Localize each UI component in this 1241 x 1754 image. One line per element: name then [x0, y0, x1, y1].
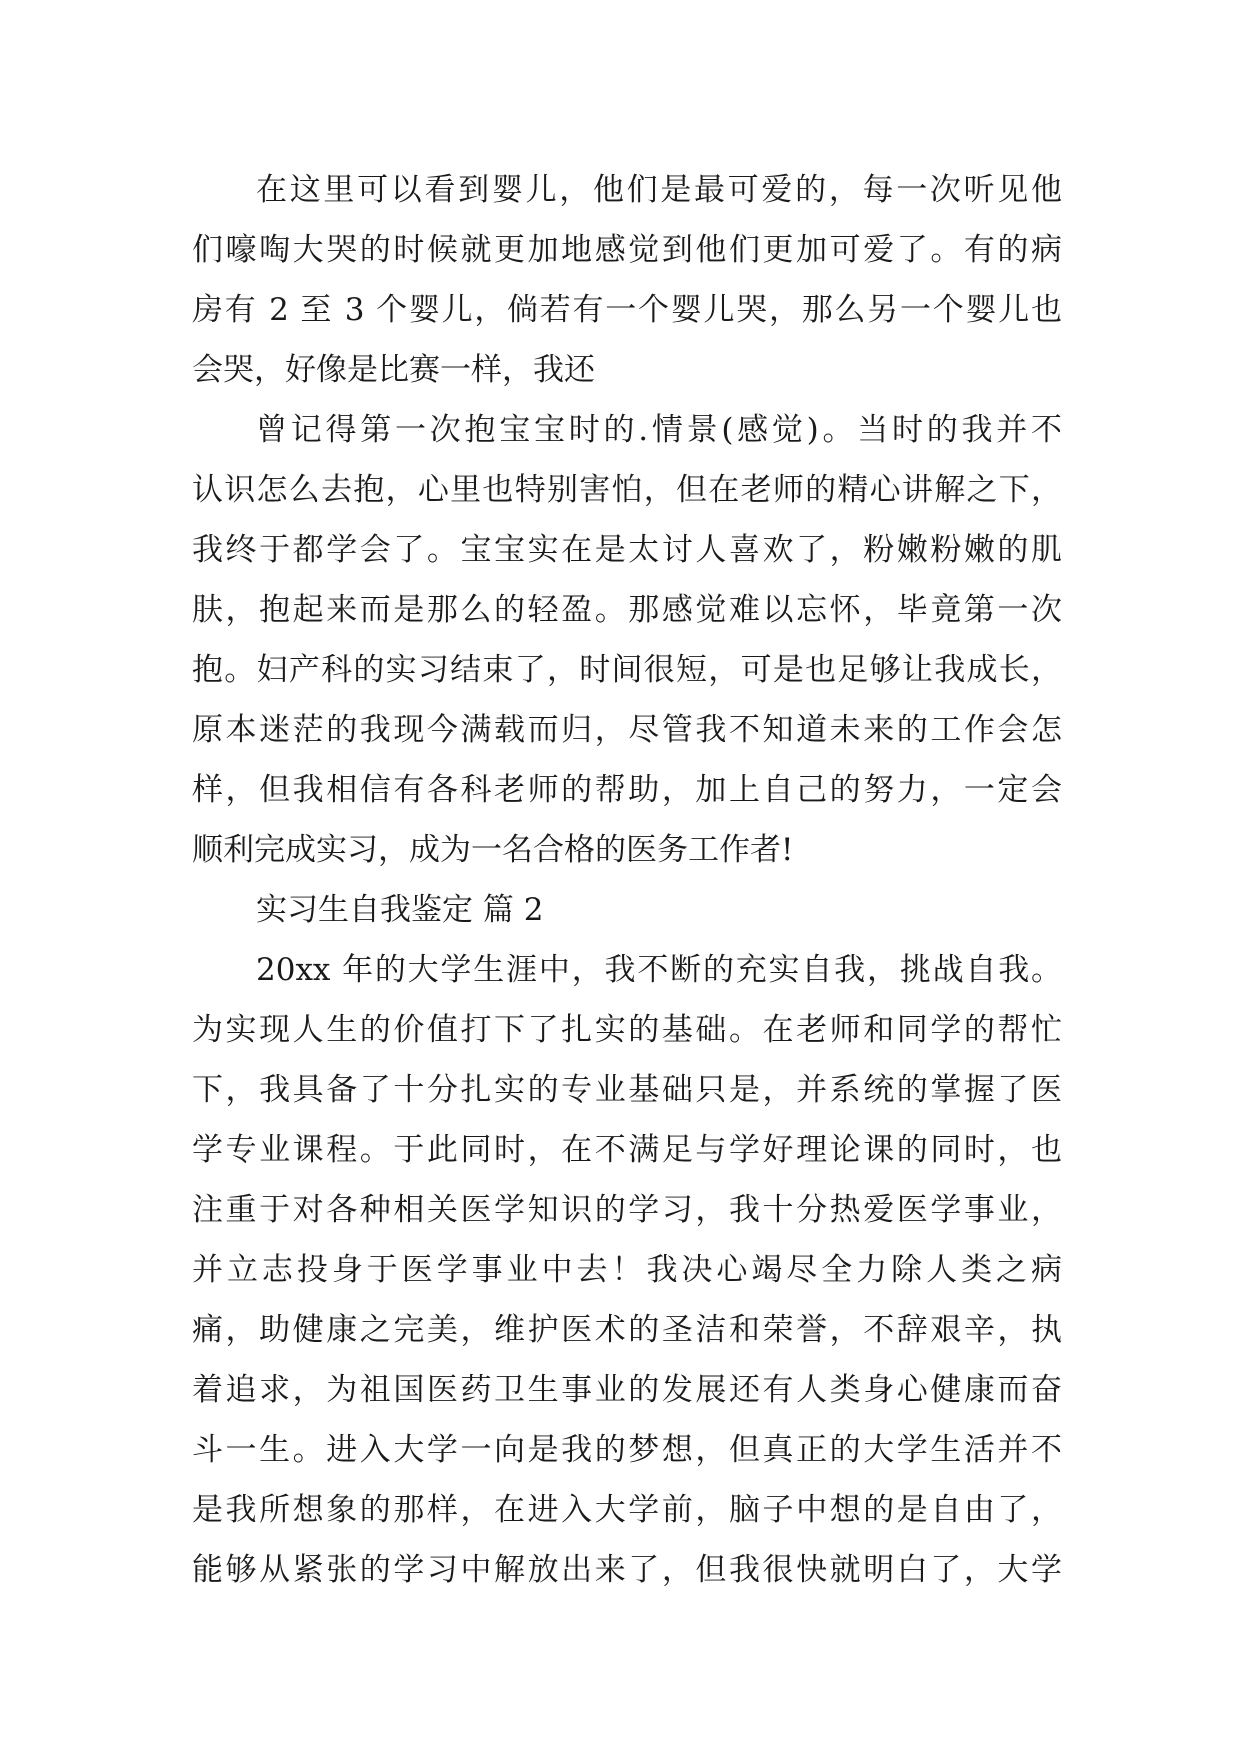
text-line: 能够从紧张的学习中解放出来了，但我很快就明白了，大学 [192, 1552, 1062, 1588]
text-line: 样，但我相信有各科老师的帮助，加上自己的努力，一定会 [192, 772, 1062, 808]
text-line: 们嚎啕大哭的时候就更加地感觉到他们更加可爱了。有的病 [192, 232, 1062, 268]
text-line: 痛，助健康之完美，维护医术的圣洁和荣誉，不辞艰辛，执 [192, 1312, 1062, 1348]
text-line: 为实现人生的价值打下了扎实的基础。在老师和同学的帮忙 [192, 1012, 1062, 1048]
text-line: 我终于都学会了。宝宝实在是太讨人喜欢了，粉嫩粉嫩的肌 [192, 532, 1062, 568]
section-heading: 实习生自我鉴定 篇 2 [256, 892, 544, 928]
text-line: 肤，抱起来而是那么的轻盈。那感觉难以忘怀，毕竟第一次 [192, 592, 1062, 628]
text-line: 着追求，为祖国医药卫生事业的发展还有人类身心健康而奋 [192, 1372, 1062, 1408]
text-line: 是我所想象的那样，在进入大学前，脑子中想的是自由了， [192, 1492, 1062, 1528]
text-line: 原本迷茫的我现今满载而归，尽管我不知道未来的工作会怎 [192, 712, 1062, 748]
text-line: 曾记得第一次抱宝宝时的.情景(感觉)。当时的我并不 [256, 412, 1062, 448]
text-line: 在这里可以看到婴儿，他们是最可爱的，每一次听见他 [256, 172, 1062, 208]
document-body [192, 160, 1062, 1600]
text-line: 抱。妇产科的实习结束了，时间很短，可是也足够让我成长， [192, 652, 1062, 688]
text-line: 并立志投身于医学事业中去！我决心竭尽全力除人类之病 [192, 1252, 1062, 1288]
text-line: 房有 2 至 3 个婴儿，倘若有一个婴儿哭，那么另一个婴儿也 [192, 292, 1062, 328]
text-line: 下，我具备了十分扎实的专业基础只是，并系统的掌握了医 [192, 1072, 1062, 1108]
text-line: 学专业课程。于此同时，在不满足与学好理论课的同时，也 [192, 1132, 1062, 1168]
text-line: 认识怎么去抱，心里也特别害怕，但在老师的精心讲解之下， [192, 472, 1062, 508]
text-line: 20xx 年的大学生涯中，我不断的充实自我，挑战自我。 [256, 952, 1062, 988]
text-line: 斗一生。进入大学一向是我的梦想，但真正的大学生活并不 [192, 1432, 1062, 1468]
text-line: 顺利完成实习，成为一名合格的医务工作者! [192, 832, 794, 868]
text-line: 会哭，好像是比赛一样，我还 [192, 352, 595, 388]
text-line: 注重于对各种相关医学知识的学习，我十分热爱医学事业， [192, 1192, 1062, 1228]
